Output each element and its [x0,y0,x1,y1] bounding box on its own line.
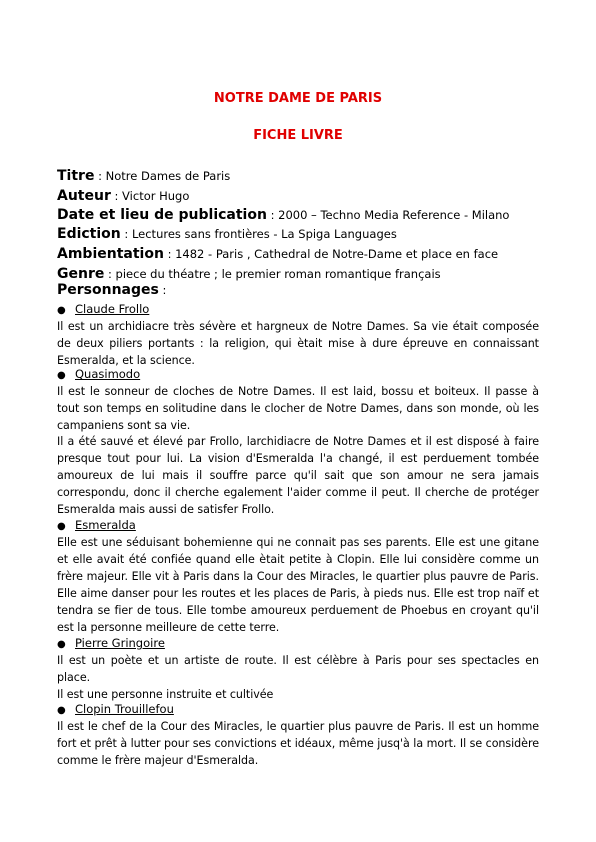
personnages-label: Personnages [57,282,159,298]
field-value: : Notre Dames de Paris [94,169,231,183]
field-label: Auteur [57,188,111,204]
character-name: Clopin Trouillefou [75,702,174,716]
bullet-icon: ● [57,305,66,316]
field-date [57,204,539,223]
field-value: : piece du théatre ; le premier roman romantique français [104,267,441,281]
character-paragraph: Il est un poète et un artiste de route. Il est célèbre à Paris pour ses spectacles en place. [57,654,539,684]
document-title: NOTRE DAME DE PARIS [213,91,383,106]
character-name-clopin [57,702,174,716]
character-paragraph: Il a été sauvé et élevé par Frollo, larchidiacre de Notre Dames et il est disposé à faire presque tout pour lui. La vision d'Esmeralda l'a changé, il est perduement tombée amoureux de lui mais il souffre parce qu'il sait que son amour ne sera jamais correspondu, donc il cherche egalement l'aider comme il peut. Il cherche de protéger Esmeralda mais aussi de satisfer Frollo. [57,435,539,516]
document-subtitle: FICHE LIVRE [253,128,343,143]
field-edition [57,223,539,242]
field-titre [57,165,539,184]
field-value: : Victor Hugo [110,189,190,203]
bullet-icon: ● [57,370,66,381]
character-paragraph: Il est un archidiacre très sévère et hargneux de Notre Dames. Sa vie était composée de deux piliers portants : la religion, qui ètait mise à dure épreuve en connaissant Esmeralda, et la science. [57,320,539,367]
character-paragraph: Il est une personne instruite et cultivée [57,688,274,701]
bullet-icon: ● [57,705,66,716]
field-value: : 2000 – Techno Media Reference - Milano [266,208,510,222]
field-label: Date et lieu de publication [57,207,267,223]
bullet-icon: ● [57,521,66,532]
field-label: Titre [57,168,95,184]
character-paragraph: Il est le chef de la Cour des Miracles, le quartier plus pauvre de Paris. Il est un homme fort et prêt à lutter pour ses convictions et idéaux, même jusq'à la mort. Il se considère comme le frère majeur d'Esmeralda. [57,720,539,767]
field-ambientation [57,243,539,262]
field-auteur [57,185,539,204]
character-name: Claude Frollo [75,302,150,316]
character-name: Esmeralda [75,518,136,532]
character-name-frollo [57,302,149,316]
personnages-colon: : [158,283,167,297]
field-label: Ambientation [57,246,164,262]
character-name-quasimodo [57,367,140,381]
character-name: Quasimodo [75,367,141,381]
field-label: Genre [57,266,105,282]
character-paragraph: Elle est une séduisant bohemienne qui ne connait pas ses parents. Elle est une gitane et elle avait été confiée quand elle ètait petite à Clopin. Elle lui considère comme un frère majeur. Elle vit à Paris dans la Cour des Miracles, le quartier plus pauvre de Paris. Elle aime danser pour les routes et les places de Paris, à pieds nus. Elle est trop naïf et tendra se fier de tous. Elle tombe amoureux perduement de Phoebus en croyant qu'il est la personne meilleure de cette terre. [57,536,539,634]
character-name-gringoire [57,636,165,650]
personnages-heading [57,282,166,298]
field-value: : 1482 - Paris , Cathedral de Notre-Dame et place en face [163,247,499,261]
field-genre [57,263,539,282]
bullet-icon: ● [57,639,66,650]
character-name: Pierre Gringoire [75,636,165,650]
field-label: Ediction [57,226,121,242]
character-name-esmeralda [57,518,136,532]
character-paragraph: Il est le sonneur de cloches de Notre Dames. Il est laid, bossu et boiteux. Il passe à tout son temps en solitudine dans le clocher de Notre Dames, dans son monde, où les campaniens sont sa vie. [57,385,539,432]
field-value: : Lectures sans frontières - La Spiga Languages [120,227,397,241]
